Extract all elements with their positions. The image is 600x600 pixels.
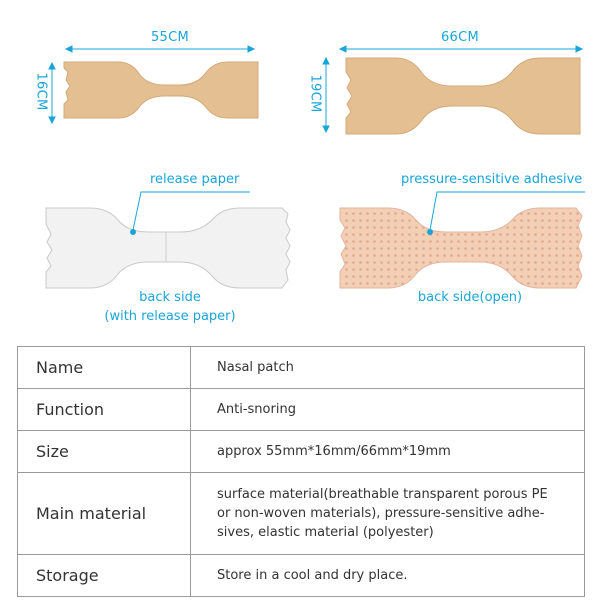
table-row bbox=[18, 389, 585, 431]
spec-value-material-line3: sives, elastic material (polyester) bbox=[217, 525, 434, 540]
spec-value-name: Nasal patch bbox=[191, 347, 585, 389]
large-width-arrow bbox=[340, 46, 582, 52]
adhesive-callout: pressure-sensitive adhesive bbox=[401, 172, 583, 187]
spec-table bbox=[17, 346, 585, 597]
spec-label-function: Function bbox=[18, 389, 191, 431]
spec-value-size: approx 55mm*16mm/66mm*19mm bbox=[191, 431, 585, 473]
adhesive-dot bbox=[427, 229, 433, 235]
release-paper-patch bbox=[46, 208, 290, 288]
spec-label-storage: Storage bbox=[18, 555, 191, 597]
spec-value-material bbox=[191, 473, 585, 555]
large-width-label: 66CM bbox=[440, 30, 480, 45]
left-caption-line2: (with release paper) bbox=[104, 309, 236, 324]
adhesive-patch bbox=[340, 208, 582, 288]
spec-label-size: Size bbox=[18, 431, 191, 473]
large-height-label: 19CM bbox=[307, 74, 323, 113]
small-width-label: 55CM bbox=[150, 30, 190, 45]
release-paper-dot bbox=[130, 229, 136, 235]
spec-value-function: Anti-snoring bbox=[191, 389, 585, 431]
small-width-arrow bbox=[66, 46, 254, 52]
spec-value-material-line1: surface material(breathable transparent porous PE bbox=[217, 487, 548, 502]
table-row bbox=[18, 473, 585, 555]
large-nasal-patch bbox=[346, 58, 580, 134]
large-height-arrow bbox=[323, 58, 329, 132]
right-caption: back side(open) bbox=[417, 290, 523, 305]
spec-label-material: Main material bbox=[18, 473, 191, 555]
left-caption bbox=[70, 288, 270, 326]
spec-value-material-line2: or non-woven materials), pressure-sensitive adhe- bbox=[217, 506, 545, 521]
release-paper-callout: release paper bbox=[150, 172, 240, 187]
small-nasal-patch bbox=[64, 62, 258, 118]
small-height-label: 16CM bbox=[33, 72, 49, 111]
table-row bbox=[18, 555, 585, 597]
spec-label-name: Name bbox=[18, 347, 191, 389]
table-row bbox=[18, 431, 585, 473]
table-row bbox=[18, 347, 585, 389]
small-height-arrow bbox=[49, 63, 55, 123]
left-caption-line1: back side bbox=[139, 290, 201, 305]
spec-value-storage: Store in a cool and dry place. bbox=[191, 555, 585, 597]
